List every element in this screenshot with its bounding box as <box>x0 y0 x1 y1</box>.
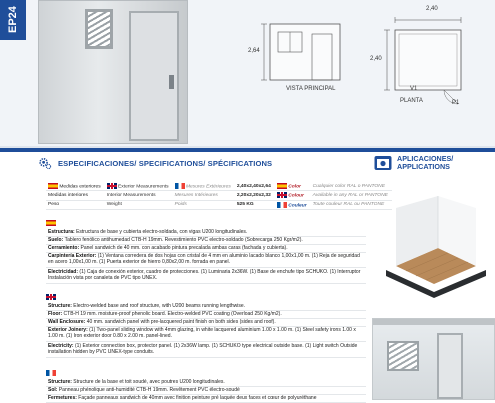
measure-value: 2,20x2,20x2,32 <box>235 191 275 200</box>
measurements-table <box>46 182 392 210</box>
drawing-svg <box>230 6 485 144</box>
measure-es: Medidas exteriores <box>46 182 105 191</box>
table-row <box>46 191 392 200</box>
measure-en: Interior Measurements <box>105 191 173 200</box>
spec-line: Cerramiento: Panel sandwich de 40 mm. con acabado pintura precalada ambas caras (fachada y cubierta). <box>46 244 366 253</box>
spec-line: Wall Enclosure: 40 mm. sandwich panel with pre-lacquered paint finish on both sides (sides and roof). <box>46 318 366 327</box>
table-row <box>46 182 392 191</box>
spec-line: Floor: CTB-H 19 mm. moisture-proof phenolic board. Electro-welded PVC coating (Overload 250 Kg/m2). <box>46 310 366 319</box>
gears-icon <box>38 156 52 170</box>
color-value: Cualquier color RAL o PANTONE <box>311 182 392 191</box>
plan-view-label: PLANTA <box>400 98 423 104</box>
color-cell: Couleur <box>275 200 311 209</box>
spec-line: Suelo: Tablero fenólico antihumedad CTB-H 19mm. Revestimiento PVC electro-soldado (Sobrecarga 250 Kgr/m2). <box>46 236 366 245</box>
spec-line: Sol: Panneau phénolique anti-humidité CTB-H 19mm. Revêtement PVC électro-soudé <box>46 386 366 395</box>
uk-flag-icon <box>277 192 287 198</box>
applications-header <box>374 150 492 176</box>
specs-title: ESPECIFICACIONES/ SPECIFICATIONS/ SPÉCIFICATIONS <box>58 158 273 168</box>
france-flag-icon <box>46 370 56 376</box>
spec-line: Carpintería Exterior: (1) Ventana corredera de dos hojas con cristal de 4 mm en aluminio lacado blanco 1,00x1,00 m. (1) Reja de seguridad en acero 1,00x1,00 m. (1) Puerta exterior de hierro 0,80x2,00 m. forrada en panel. <box>46 252 366 268</box>
front-view-label: VISTA PRINCIPAL <box>286 86 336 92</box>
specs-header <box>38 152 358 174</box>
spain-flag-icon <box>46 220 56 226</box>
applications-title <box>397 155 453 171</box>
spain-flag-icon <box>48 183 58 189</box>
spec-line: Structure: Structure de la base et toit soudé, avec poutres U200 longitudinales. <box>46 378 366 387</box>
booth-door <box>437 333 463 399</box>
spec-line: Structure: Electro-welded base and roof structure, with U200 beams running lengthwise. <box>46 302 366 311</box>
technical-drawing <box>230 6 485 144</box>
dim-height-label: 2,64 <box>248 48 260 54</box>
table-row <box>46 200 392 209</box>
color-cell: Color <box>275 182 311 191</box>
dim-depth-label: 2,40 <box>370 56 382 62</box>
booth-photo <box>38 0 188 144</box>
applications-title-line2: APPLICATIONS <box>397 162 450 171</box>
measure-fr: Mesures Extérieures <box>173 182 235 191</box>
color-cell: Colour <box>275 191 311 200</box>
hero-section <box>0 0 495 148</box>
dim-width-label: 2,40 <box>426 6 438 12</box>
color-value: Toute couleur RAL ou PANTONE <box>311 200 392 209</box>
booth-window <box>85 9 113 49</box>
spain-flag-icon <box>277 183 287 189</box>
booth-window <box>387 341 419 371</box>
measure-en: Weight <box>105 200 173 209</box>
product-code: EP24 <box>7 6 19 34</box>
measure-es: Peso <box>46 200 105 209</box>
measure-en: Exterior Measurements <box>105 182 173 191</box>
measure-fr: Mesures Intérieures <box>173 191 235 200</box>
booth-roof <box>373 319 495 325</box>
spanish-spec-block <box>46 218 366 286</box>
applications-title-line1: APLICACIONES/ <box>397 154 454 163</box>
english-spec-block <box>46 292 366 362</box>
marker-p1: P1 <box>452 100 460 106</box>
france-flag-icon <box>175 183 185 189</box>
spec-line: Fermetures: Façade panneaux sandwich de 40mm avec finition peinture pré laquée deux faces et cœur de polyuréthane <box>46 394 366 403</box>
measure-fr: Poids <box>173 200 235 209</box>
measure-value: 525 KG <box>235 200 275 209</box>
exterior-booth-image <box>372 318 495 400</box>
measure-es: Medidas interiores <box>46 191 105 200</box>
spec-line: Estructura: Estructura de base y cubierta electro-soldada, con vigas U200 longitudinales. <box>46 228 366 237</box>
spec-line: Exterior Joinery: (1) Two-panel sliding window with 4mm glazing, in white lacquered aluminium 1.00 x 1.00 m. (1) Steel safety irons 1.00 x 1.00 m. (1) Iron exterior door 0.80 x 2.00 m. panel-lined. <box>46 326 366 342</box>
camera-icon <box>374 155 392 171</box>
interior-render-image <box>376 196 492 306</box>
measure-value: 2,40x2,40x2,64 <box>235 182 275 191</box>
french-spec-block <box>46 370 366 400</box>
uk-flag-icon <box>46 294 56 300</box>
marker-v1: V1 <box>410 86 418 92</box>
uk-flag-icon <box>107 183 117 189</box>
france-flag-icon <box>277 202 287 208</box>
booth-door-handle <box>169 75 174 89</box>
spec-line: Electricity: (1) Exterior connection box, protector panel. (1) 2x36W lamp. (1) SCHUKO type electrical outside base. (1) Light switch Outside installation hidden by PVC UNEX-type conduits. <box>46 342 366 358</box>
product-code-tab <box>0 0 26 40</box>
color-value: Available in any RAL or PANTONE <box>311 191 392 200</box>
spec-line: Electricidad: (1) Caja de conexión exterior, cuadro de protecciones. (1) Luminaria 2x36W. (1) Base de enchufe tipo SCHUKO. (1) Interruptor Instalación vista por canaleta de PVC tipo UNEX. <box>46 268 366 284</box>
